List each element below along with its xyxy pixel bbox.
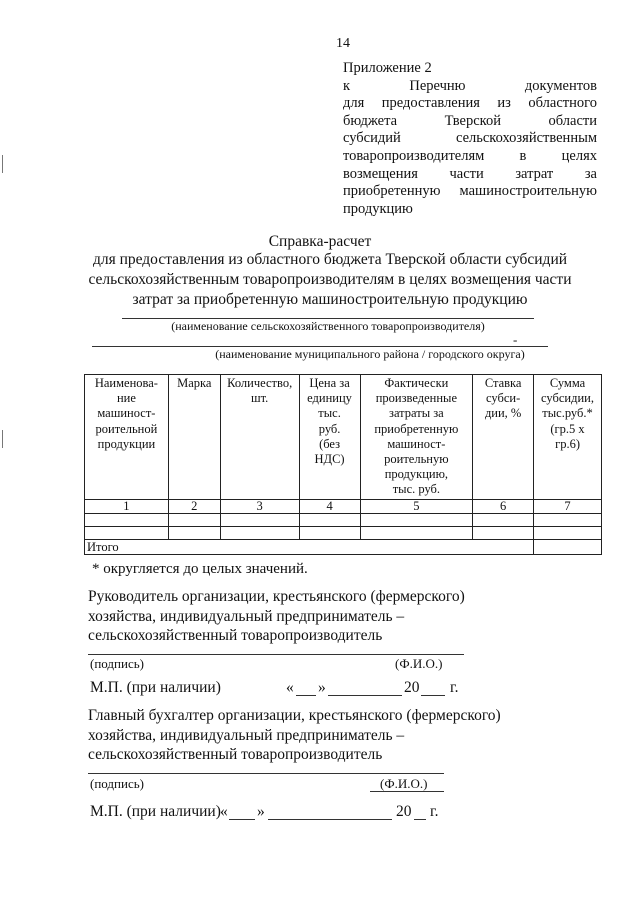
subtitle-line: затрат за приобретенную машиностроительную продукцию: [132, 291, 528, 308]
head-title-line: сельскохозяйственный товаропроизводитель: [88, 627, 383, 644]
appendix-line: [343, 130, 597, 148]
header-unit-price: Цена за единицу тыс. руб. (без НДС): [299, 375, 360, 500]
date-year-suffix: г.: [450, 679, 459, 696]
header-brand: Марка: [168, 375, 220, 500]
head-stamp-line: [90, 679, 470, 701]
date-open-quote: «: [220, 803, 228, 820]
appendix-word: субсидий: [343, 130, 401, 147]
appendix-word: товаропроизводителям: [343, 147, 485, 164]
appendix-word: машиностроительную: [459, 183, 597, 200]
date-day-blank: [296, 695, 316, 696]
appendix-word: за: [584, 165, 597, 182]
head-title-line: хозяйства, индивидуальный предприниматель –: [88, 607, 405, 625]
appendix-word: к: [343, 77, 351, 94]
subtitle-line: сельскохозяйственным товаропроизводителям в целях возмещения части: [88, 271, 572, 288]
appendix-line: [343, 148, 597, 166]
document-subtitle: [40, 250, 620, 310]
appendix-word: продукцию: [343, 200, 413, 217]
date-day-blank: [229, 819, 255, 820]
date-year-suffix: г.: [430, 803, 439, 820]
appendix-word: бюджета: [343, 112, 398, 129]
total-row: [85, 539, 602, 554]
appendix-line: [343, 60, 597, 78]
header-quantity: Количество, шт.: [220, 375, 299, 500]
margin-mark: [2, 155, 3, 173]
appendix-word: документов: [524, 77, 597, 94]
appendix-word: областного: [528, 95, 597, 112]
appendix-word: в: [519, 147, 527, 164]
table-row: [85, 526, 602, 539]
header-product-name: Наименова- ние машиност- роительной продукции: [85, 375, 169, 500]
total-value: [534, 539, 602, 554]
accountant-stamp-line: [90, 803, 470, 825]
head-title: [88, 587, 465, 646]
head-signature-line: [88, 654, 464, 655]
date-year-blank: [421, 695, 445, 696]
appendix-word: приобретенную: [343, 183, 441, 200]
head-stamp-label: М.П. (при наличии): [90, 679, 221, 696]
appendix-reference: [343, 60, 597, 218]
accountant-title-line: хозяйства, индивидуальный предприниматель –: [88, 726, 405, 744]
rounding-footnote: * округляется до целых значений.: [92, 561, 308, 577]
header-actual-costs: Фактически произведенные затраты за приобретенную машиност- роительную продукцию, тыс. руб.: [360, 375, 473, 500]
appendix-word: Тверской: [444, 112, 501, 129]
accountant-title: [88, 706, 501, 765]
head-title-line: Руководитель организации, крестьянского (фермерского): [88, 588, 465, 605]
subtitle-line: для предоставления из областного бюджета Тверской области субсидий: [92, 251, 568, 268]
appendix-word: затрат: [515, 165, 554, 182]
accountant-title-line: сельскохозяйственный товаропроизводитель: [88, 746, 383, 763]
head-signature-label: (подпись): [90, 656, 144, 671]
calculation-table: [84, 374, 602, 555]
head-name-label: (Ф.И.О.): [395, 656, 443, 671]
date-close-quote: »: [257, 803, 265, 820]
appendix-line: [343, 183, 597, 201]
table-header-row: [85, 375, 602, 500]
column-number: 7: [534, 499, 602, 513]
date-year: 20: [396, 803, 412, 820]
column-number: 4: [299, 499, 360, 513]
appendix-line: [343, 113, 597, 131]
accountant-signature-line: [88, 773, 444, 774]
column-number: 3: [220, 499, 299, 513]
appendix-word: возмещения: [343, 165, 418, 182]
appendix-word: Приложение 2: [343, 60, 432, 76]
appendix-line: [343, 166, 597, 184]
page-number: 14: [336, 36, 350, 51]
accountant-name-underline: [370, 791, 444, 792]
column-number: 1: [85, 499, 169, 513]
date-close-quote: »: [318, 679, 326, 696]
accountant-stamp-label: М.П. (при наличии): [90, 803, 221, 820]
dash-mark: -: [513, 332, 518, 347]
column-number: 5: [360, 499, 473, 513]
table-row: [85, 513, 602, 526]
appendix-word: сельскохозяйственным: [455, 130, 597, 147]
total-label: Итого: [85, 539, 534, 554]
appendix-word: целях: [561, 147, 597, 164]
header-subsidy-rate: Ставка субси- дии, %: [473, 375, 534, 500]
column-number: 6: [473, 499, 534, 513]
appendix-word: Перечню: [409, 77, 466, 94]
date-month-blank: [328, 695, 402, 696]
column-number-row: [85, 499, 602, 513]
accountant-name-label: (Ф.И.О.): [380, 776, 428, 791]
date-year: 20: [404, 679, 420, 696]
accountant-signature-label: (подпись): [90, 776, 144, 791]
district-caption: (наименование муниципального района / городского округа): [215, 347, 525, 361]
appendix-word: для: [343, 95, 365, 112]
date-month-blank: [268, 819, 392, 820]
appendix-line: [343, 95, 597, 113]
date-year-blank: [414, 819, 426, 820]
appendix-word: области: [548, 112, 597, 129]
margin-mark: [2, 430, 3, 448]
appendix-word: части: [449, 165, 484, 182]
appendix-word: из: [497, 95, 511, 112]
appendix-word: предоставления: [381, 95, 480, 112]
header-subsidy-amount: Сумма субсидии, тыс.руб.* (гр.5 х гр.6): [534, 375, 602, 500]
producer-caption: (наименование сельскохозяйственного товаропроизводителя): [171, 319, 485, 333]
appendix-line: [343, 78, 597, 96]
appendix-line: [343, 201, 597, 219]
accountant-title-line: Главный бухгалтер организации, крестьянского (фермерского): [88, 707, 501, 724]
column-number: 2: [168, 499, 220, 513]
document-title: Справка-расчет: [268, 233, 372, 250]
date-open-quote: «: [286, 679, 294, 696]
